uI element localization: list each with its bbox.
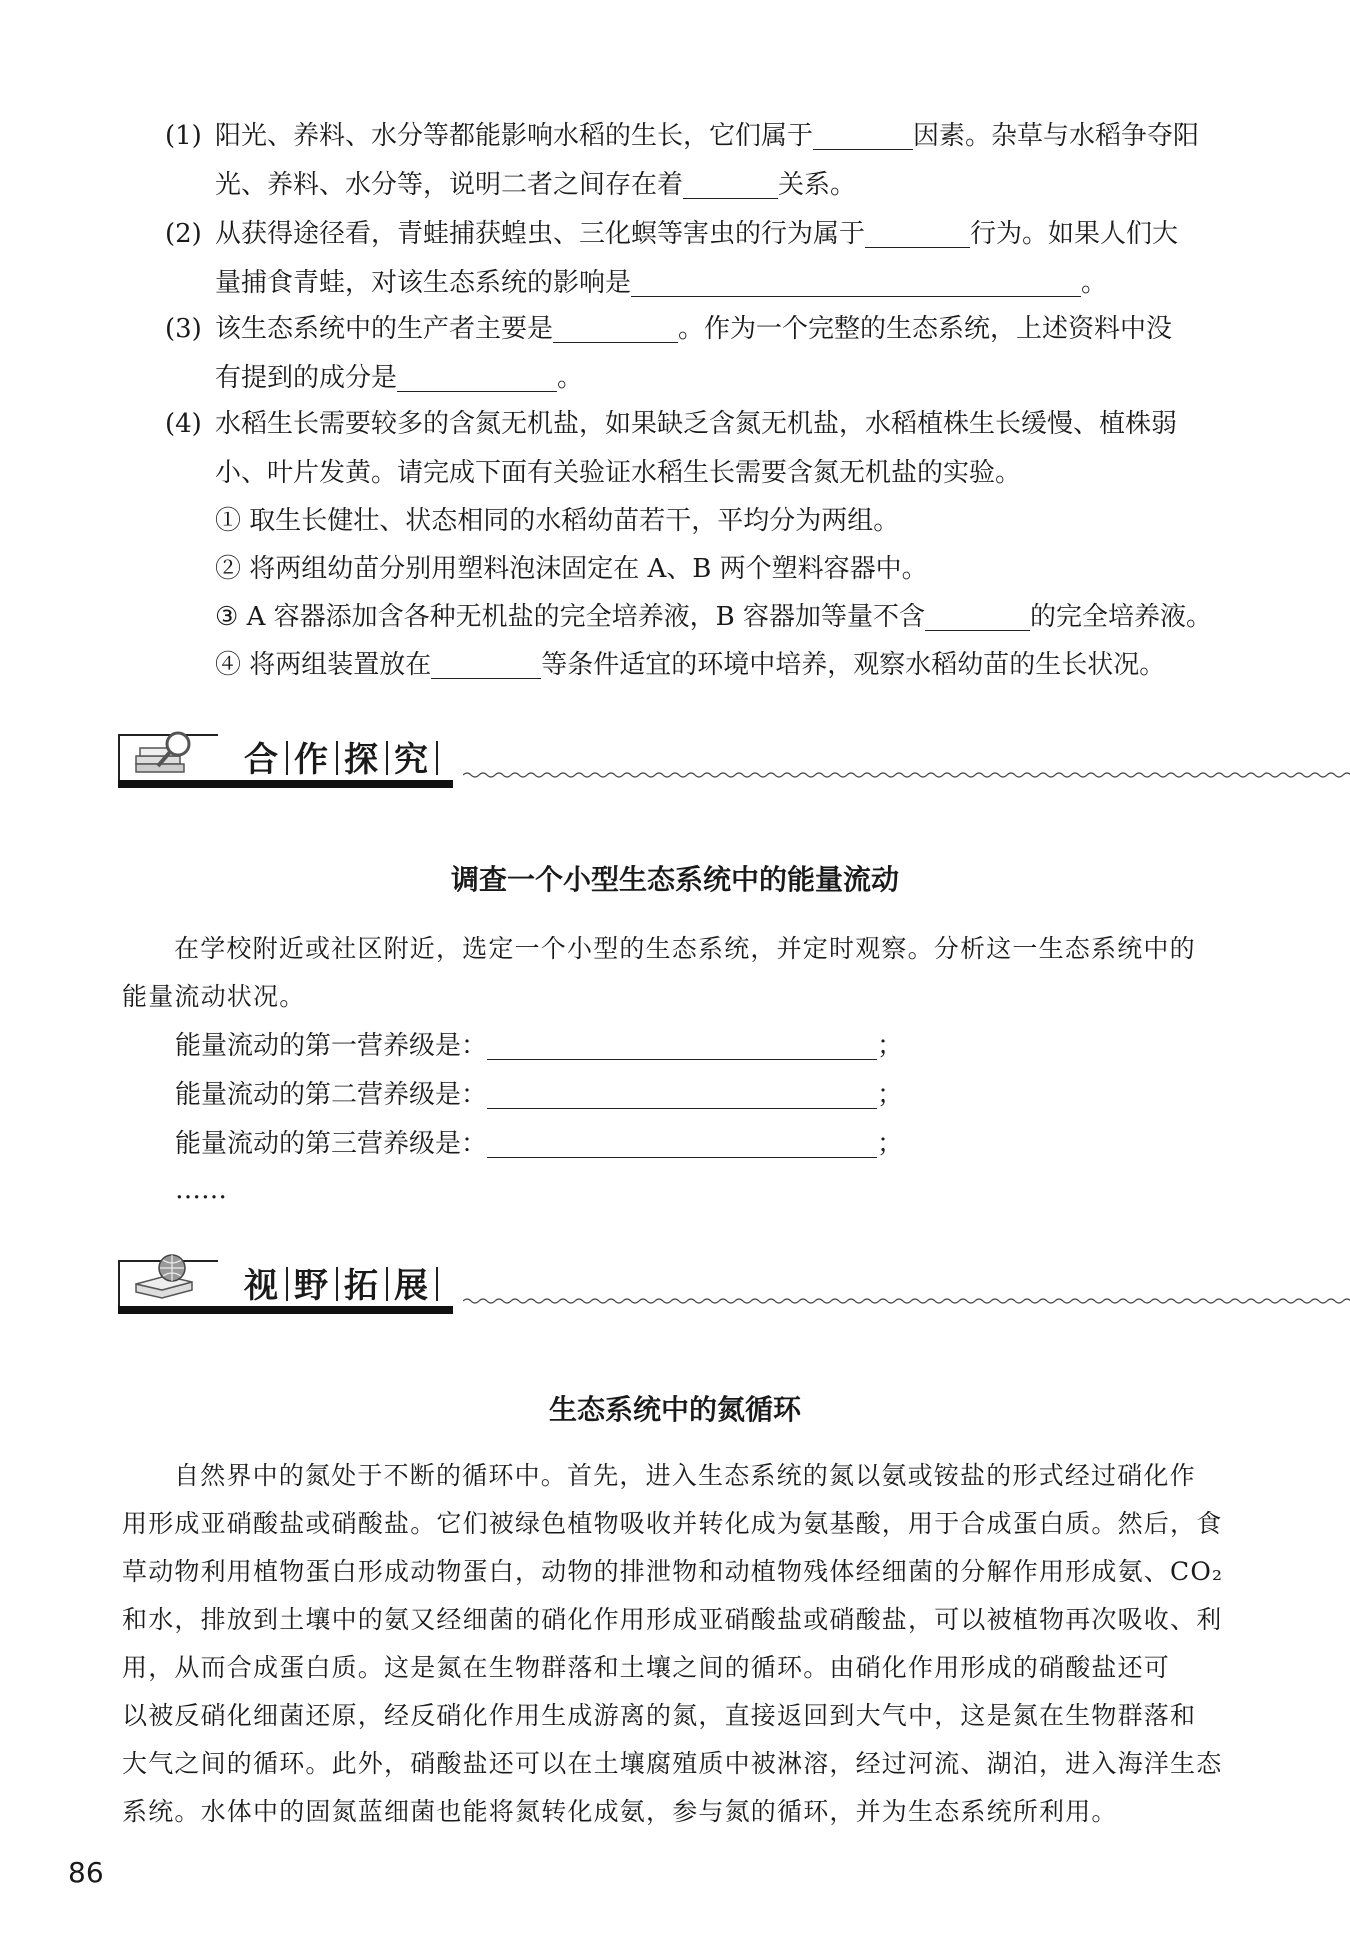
experiment-step: ① 取生长健壮、状态相同的水稻幼苗若干，平均分为两组。 bbox=[215, 506, 900, 536]
answer-blank[interactable] bbox=[487, 1078, 877, 1109]
answer-blank[interactable] bbox=[813, 119, 913, 150]
question-text: 水稻生长需要较多的含氮无机盐，如果缺乏含氮无机盐，水稻植株生长缓慢、植株弱 bbox=[215, 409, 1178, 439]
question-text: 。 bbox=[1081, 268, 1108, 298]
fill-line: 能量流动的第三营养级是： ； bbox=[175, 1129, 904, 1159]
question-number: (2) bbox=[165, 219, 202, 249]
question-text: 。作为一个完整的生态系统，上述资料中没 bbox=[678, 314, 1173, 344]
question-text: 从获得途径看，青蛙捕获蝗虫、三化螟等害虫的行为属于 bbox=[215, 219, 866, 249]
question-text: 因素。杂草与水稻争夺阳 bbox=[913, 121, 1200, 151]
question-number: (1) bbox=[165, 121, 202, 151]
question-number: (3) bbox=[165, 314, 202, 344]
page-number: 86 bbox=[68, 1856, 104, 1889]
question-text: 该生态系统中的生产者主要是 bbox=[215, 314, 554, 344]
article-title: 生态系统中的氮循环 bbox=[548, 1393, 801, 1426]
ellipsis: …… bbox=[175, 1175, 227, 1205]
question-text: 阳光、养料、水分等都能影响水稻的生长，它们属于 bbox=[215, 121, 814, 151]
wavy-divider bbox=[463, 1296, 1350, 1306]
question-text: 小、叶片发黄。请完成下面有关验证水稻生长需要含氮无机盐的实验。 bbox=[215, 458, 1022, 488]
question-1 bbox=[165, 112, 1235, 210]
question-text: 关系。 bbox=[778, 170, 857, 200]
question-text: 量捕食青蛙，对该生态系统的影响是 bbox=[215, 268, 632, 298]
answer-blank[interactable] bbox=[397, 361, 557, 392]
article-title: 调查一个小型生态系统中的能量流动 bbox=[450, 863, 899, 896]
question-text: 有提到的成分是 bbox=[215, 363, 398, 393]
experiment-step: ④ 将两组装置放在 等条件适宜的环境中培养，观察水稻幼苗的生长状况。 bbox=[215, 650, 1166, 680]
fill-line: 能量流动的第二营养级是： ； bbox=[175, 1080, 904, 1110]
article-paragraph: 在学校附近或社区附近，选定一个小型的生态系统，并定时观察。分析这一生态系统中的 能量流动状况。 bbox=[122, 934, 1196, 1011]
question-2 bbox=[165, 210, 1235, 308]
article-paragraph: 自然界中的氮处于不断的循环中。首先，进入生态系统的氮以氨或铵盐的形式经过硝化作 用形成亚硝酸盐或硝酸盐。它们被绿色植物吸收并转化成为氨基酸，用于合成蛋白质。然后，食 草动物利用植物蛋白形成动物蛋白，动物的排泄物和动植物残体经细菌的分解作用形成氨、CO₂ 和水，排放到土壤中的氨又经细菌的硝化作用形成亚硝酸盐或硝酸盐，可以被植物再次吸收、利 用，从而合成蛋白质。这是氮在生物群落和土壤之间的循环。由硝化作用形成的硝酸盐还可 以被反硝化细菌还原，经反硝化作用生成游离的氮，直接返回到大气中，这是氮在生物群落和 大气之间的循环。此外，硝酸盐还可以在土壤腐殖质中被淋溶，经过河流、湖泊，进入海洋生态 系统。水体中的固氮蓝细菌也能将氮转化成氨，参与氮的循环，并为生态系统所利用。 bbox=[122, 1461, 1224, 1826]
fill-line: 能量流动的第一营养级是： ； bbox=[175, 1031, 904, 1061]
answer-blank[interactable] bbox=[487, 1029, 877, 1060]
answer-blank[interactable] bbox=[487, 1127, 877, 1158]
answer-blank[interactable] bbox=[431, 648, 541, 679]
section-header-cooperative-inquiry bbox=[118, 726, 1238, 796]
question-4 bbox=[165, 400, 1235, 498]
question-text: 行为。如果人们大 bbox=[970, 219, 1179, 249]
question-number: (4) bbox=[165, 409, 202, 439]
answer-blank[interactable] bbox=[631, 266, 1081, 297]
question-text: 光、养料、水分等，说明二者之间存在着 bbox=[215, 170, 684, 200]
question-3 bbox=[165, 305, 1235, 403]
question-text: 。 bbox=[557, 363, 584, 393]
answer-blank[interactable] bbox=[865, 217, 970, 248]
experiment-step: ② 将两组幼苗分别用塑料泡沫固定在 A、B 两个塑料容器中。 bbox=[215, 554, 928, 584]
section-title: 合 作 探 究 bbox=[238, 732, 438, 781]
experiment-step: ③ A 容器添加含各种无机盐的完全培养液，B 容器加等量不含 的完全培养液。 bbox=[215, 602, 1213, 632]
section-title: 视 野 拓 展 bbox=[238, 1258, 438, 1307]
answer-blank[interactable] bbox=[553, 312, 678, 343]
section-header-horizon-expansion bbox=[118, 1252, 1238, 1322]
wavy-divider bbox=[463, 770, 1350, 780]
answer-blank[interactable] bbox=[925, 600, 1030, 631]
answer-blank[interactable] bbox=[683, 168, 778, 199]
